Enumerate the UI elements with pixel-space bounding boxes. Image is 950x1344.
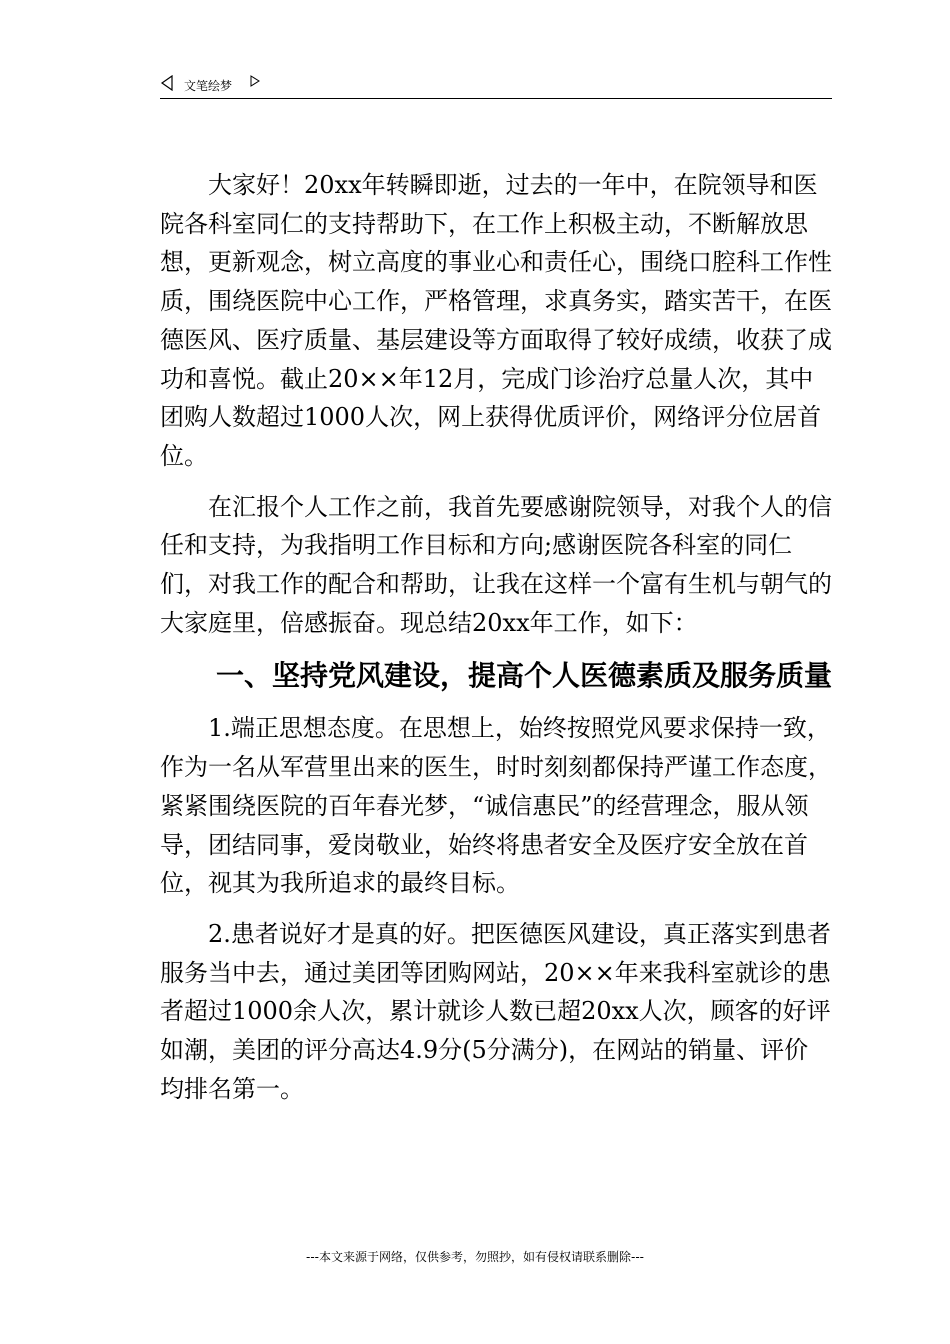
triangle-left-icon: [160, 75, 174, 91]
footer-disclaimer: ---本文来源于网络，仅供参考，勿照抄，如有侵权请联系删除---: [306, 1250, 644, 1264]
section1-item-1: 1.端正思想态度。在思想上，始终按照党风要求保持一致，作为一名从军营里出来的医生，时时刻刻都保持严谨工作态度，紧紧围绕医院的百年春光梦，“诚信惠民”的经营理念，服从领导，团结同事，爱岗敬业，始终将患者安全及医疗安全放在首位，视其为我所追求的最终目标。: [160, 714, 832, 898]
intro-paragraph: 大家好！20xx年转瞬即逝，过去的一年中，在院领导和医院各科室同仁的支持帮助下，在工作上积极主动，不断解放思想，更新观念，树立高度的事业心和责任心，围绕口腔科工作性质，围绕医院中心工作，严格管理，求真务实，踏实苦干，在医德医风、医疗质量、基层建设等方面取得了较好成绩，收获了成功和喜悦。截止20××年12月，完成门诊治疗总量人次，其中团购人数超过1000人次，网上获得优质评价，网络评分位居首位。: [160, 171, 832, 470]
thanks-paragraph: 在汇报个人工作之前，我首先要感谢院领导，对我个人的信任和支持，为我指明工作目标和方向;感谢医院各科室的同仁们，对我工作的配合和帮助，让我在这样一个富有生机与朝气的大家庭里，倍感振奋。现总结20xx年工作，如下：: [160, 492, 832, 637]
section-heading-1: 一、坚持党风建设，提高个人医德素质及服务质量: [216, 659, 833, 693]
page-header: [160, 72, 832, 99]
section1-item-2: 2.患者说好才是真的好。把医德医风建设，真正落实到患者服务当中去，通过美团等团购网站，20××年来我科室就诊的患者超过1000余人次，累计就诊人数已超20xx人次，顾客的好评如潮，美团的评分高达4.9分(5分满分)，在网站的销量、评价均排名第一。: [160, 919, 831, 1103]
header-title: 文笔绘梦: [184, 79, 233, 93]
document-body: [160, 166, 832, 1120]
triangle-right-icon: [250, 75, 260, 87]
